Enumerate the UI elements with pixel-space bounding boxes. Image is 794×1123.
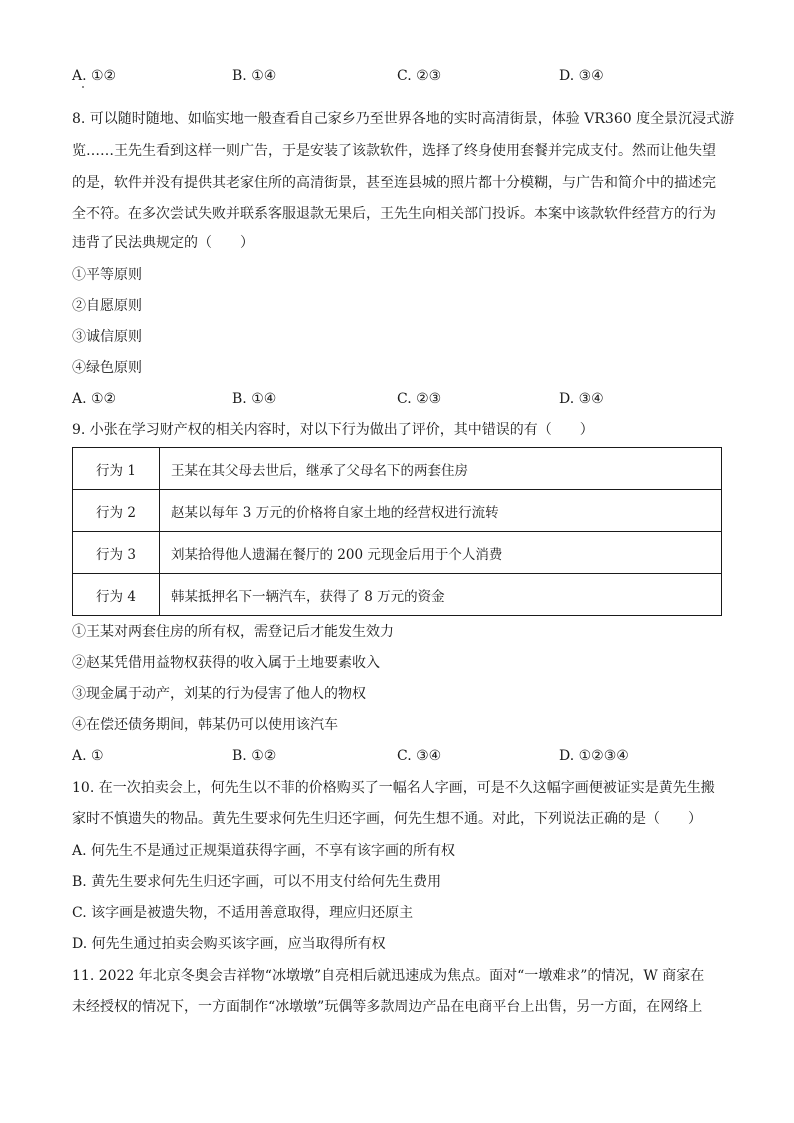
table-row <box>73 574 722 616</box>
behavior-label: 行为 2 <box>73 490 160 532</box>
q8-stem-line-5: 违背了民法典规定的（ ） <box>72 235 254 251</box>
q8-item-3: ③诚信原则 <box>72 329 142 345</box>
q8-stem-line-3: 的是，软件并没有提供其老家住所的高清街景，甚至连县城的照片都十分模糊，与广告和简介中的描述完 <box>72 175 716 191</box>
q9-option-c: C. ③④ <box>397 748 442 764</box>
q10-stem-line-1: 10. 在一次拍卖会上，何先生以不菲的价格购买了一幅名人字画，可是不久这幅字画便被证实是黄先生搬 <box>72 780 715 796</box>
q8-item-4: ④绿色原则 <box>72 360 142 376</box>
q7-options <box>72 66 722 86</box>
q8-options <box>72 389 722 409</box>
table-row <box>73 490 722 532</box>
q8-option-a: A. ①② <box>72 391 117 407</box>
q7-option-c: C. ②③ <box>397 68 442 84</box>
q11-stem-line-1: 11. 2022 年北京冬奥会吉祥物“冰墩墩”自亮相后就迅速成为焦点。面对“一墩难求”的情况，W 商家在 <box>72 968 705 984</box>
q9-item-4: ④在偿还债务期间，韩某仍可以使用该汽车 <box>72 717 338 733</box>
q9-behavior-table <box>72 447 722 616</box>
q11-stem-line-2: 未经授权的情况下，一方面制作“冰墩墩”玩偶等多款周边产品在电商平台上出售，另一方面，在网络上 <box>72 999 703 1015</box>
stray-dot <box>82 86 84 88</box>
q9-item-3: ③现金属于动产，刘某的行为侵害了他人的物权 <box>72 686 366 702</box>
q8-stem-line-2: 览……王先生看到这样一则广告，于是安装了该款软件，选择了终身使用套餐并完成支付。然而让他失望 <box>72 143 716 159</box>
q9-option-a: A. ① <box>72 748 104 764</box>
q10-choice-d: D. 何先生通过拍卖会购买该字画，应当取得所有权 <box>72 936 386 952</box>
q7-option-d: D. ③④ <box>559 68 604 84</box>
q7-option-b: B. ①④ <box>232 68 277 84</box>
q9-stem: 9. 小张在学习财产权的相关内容时，对以下行为做出了评价，其中错误的有（ ） <box>72 422 594 438</box>
q10-choice-a: A. 何先生不是通过正规渠道获得字画，不享有该字画的所有权 <box>72 843 456 859</box>
behavior-desc: 韩某抵押名下一辆汽车，获得了 8 万元的资金 <box>160 574 722 616</box>
q8-stem-line-4: 全不符。在多次尝试失败并联系客服退款无果后，王先生向相关部门投诉。本案中该款软件经营方的行为 <box>72 206 716 222</box>
q9-item-2: ②赵某凭借用益物权获得的收入属于土地要素收入 <box>72 655 380 671</box>
behavior-desc: 刘某拾得他人遗漏在餐厅的 200 元现金后用于个人消费 <box>160 532 722 574</box>
q8-item-1: ①平等原则 <box>72 267 142 283</box>
behavior-desc: 王某在其父母去世后，继承了父母名下的两套住房 <box>160 448 722 490</box>
behavior-label: 行为 3 <box>73 532 160 574</box>
q9-option-d: D. ①②③④ <box>559 748 629 764</box>
q10-stem-line-2: 家时不慎遗失的物品。黄先生要求何先生归还字画，何先生想不通。对此，下列说法正确的是（ ） <box>72 811 702 827</box>
q8-option-b: B. ①④ <box>232 391 277 407</box>
q8-option-d: D. ③④ <box>559 391 604 407</box>
q7-option-a: A. ①② <box>72 68 117 84</box>
q8-option-c: C. ②③ <box>397 391 442 407</box>
q8-item-2: ②自愿原则 <box>72 298 142 314</box>
q10-choice-c: C. 该字画是被遗失物，不适用善意取得，理应归还原主 <box>72 905 414 921</box>
q10-choice-b: B. 黄先生要求何先生归还字画，可以不用支付给何先生费用 <box>72 874 442 890</box>
table-row <box>73 448 722 490</box>
q9-item-1: ①王某对两套住房的所有权，需登记后才能发生效力 <box>72 624 394 640</box>
q9-options <box>72 746 722 766</box>
q8-stem-line-1: 8. 可以随时随地、如临实地一般查看自己家乡乃至世界各地的实时高清街景，体验 VR360 度全景沉浸式游 <box>72 111 735 127</box>
behavior-label: 行为 4 <box>73 574 160 616</box>
behavior-label: 行为 1 <box>73 448 160 490</box>
q9-option-b: B. ①② <box>232 748 277 764</box>
table-row <box>73 532 722 574</box>
behavior-desc: 赵某以每年 3 万元的价格将自家土地的经营权进行流转 <box>160 490 722 532</box>
